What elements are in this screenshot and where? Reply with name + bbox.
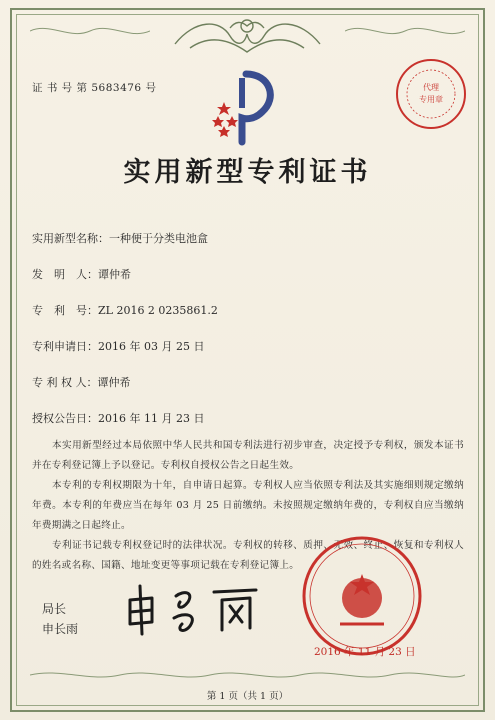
agency-seal-small — [393, 56, 469, 132]
patent-number-label: 专 利 号： — [32, 304, 98, 317]
inventor-label: 发 明 人： — [32, 268, 98, 281]
grant-date-row — [32, 410, 204, 426]
patent-number-row — [32, 302, 218, 318]
paragraph-legal-status: 专利证书记载专利权登记时的法律状况。专利权的转移、质押、无效、终止、恢复和专利权人的姓名或名称、国籍、地址变更等事项记载在专利登记簿上。 — [32, 540, 464, 571]
grant-date-value: 2016 年 11 月 23 日 — [98, 412, 205, 425]
patentee-value: 谭仲希 — [97, 376, 131, 389]
filing-date-row — [32, 338, 204, 354]
signatory-name: 申长雨 — [42, 622, 79, 636]
inventor-value: 谭仲希 — [98, 268, 131, 281]
page-footer: 第 1 页（共 1 页） — [206, 691, 289, 702]
paragraph-grant-decision: 本实用新型经过本局依照中华人民共和国专利法进行初步审查，决定授予专利权，颁发本证书并在专利登记簿上予以登记。专利权自授权公告之日起生效。 — [32, 440, 464, 471]
patent-number-value: ZL 2016 2 0235861.2 — [98, 304, 218, 317]
bottom-ornament — [30, 668, 465, 682]
certificate-number: 证 书 号 第 5683476 号 — [32, 82, 157, 94]
left-top-ornament — [30, 22, 150, 40]
certificate-title: 实用新型专利证书 — [123, 157, 372, 188]
seal-date: 2016 年 11 月 23 日 — [314, 646, 416, 658]
paragraph-term-and-fees: 本专利的专利权期限为十年，自申请日起算。专利权人应当依照专利法及其实施细则规定缴纳年费。本专利的年费应当在每年 03 月 25 日前缴纳。未按照规定缴纳年费的，专利权自应当缴纳年费期满之日起终止。 — [32, 480, 464, 531]
signature-image — [118, 578, 268, 638]
utility-model-name-label: 实用新型名称： — [32, 232, 109, 245]
svg-text:代理: 代理 — [423, 83, 439, 92]
top-ornament — [170, 14, 325, 58]
patentee-row — [32, 374, 131, 390]
signatory-role: 局长 — [42, 602, 67, 616]
patentee-label: 专 利 权 人： — [32, 376, 98, 389]
patent-office-logo-icon — [212, 68, 282, 148]
utility-model-name-value: 一种便于分类电池盒 — [109, 232, 208, 245]
inventor-row — [32, 266, 131, 282]
filing-date-value: 2016 年 03 月 25 日 — [98, 340, 205, 353]
filing-date-label: 专利申请日： — [32, 340, 98, 353]
right-top-ornament — [345, 22, 465, 40]
utility-model-name-row — [32, 230, 208, 246]
grant-date-label: 授权公告日： — [32, 412, 98, 425]
svg-text:专用章: 专用章 — [419, 95, 443, 104]
